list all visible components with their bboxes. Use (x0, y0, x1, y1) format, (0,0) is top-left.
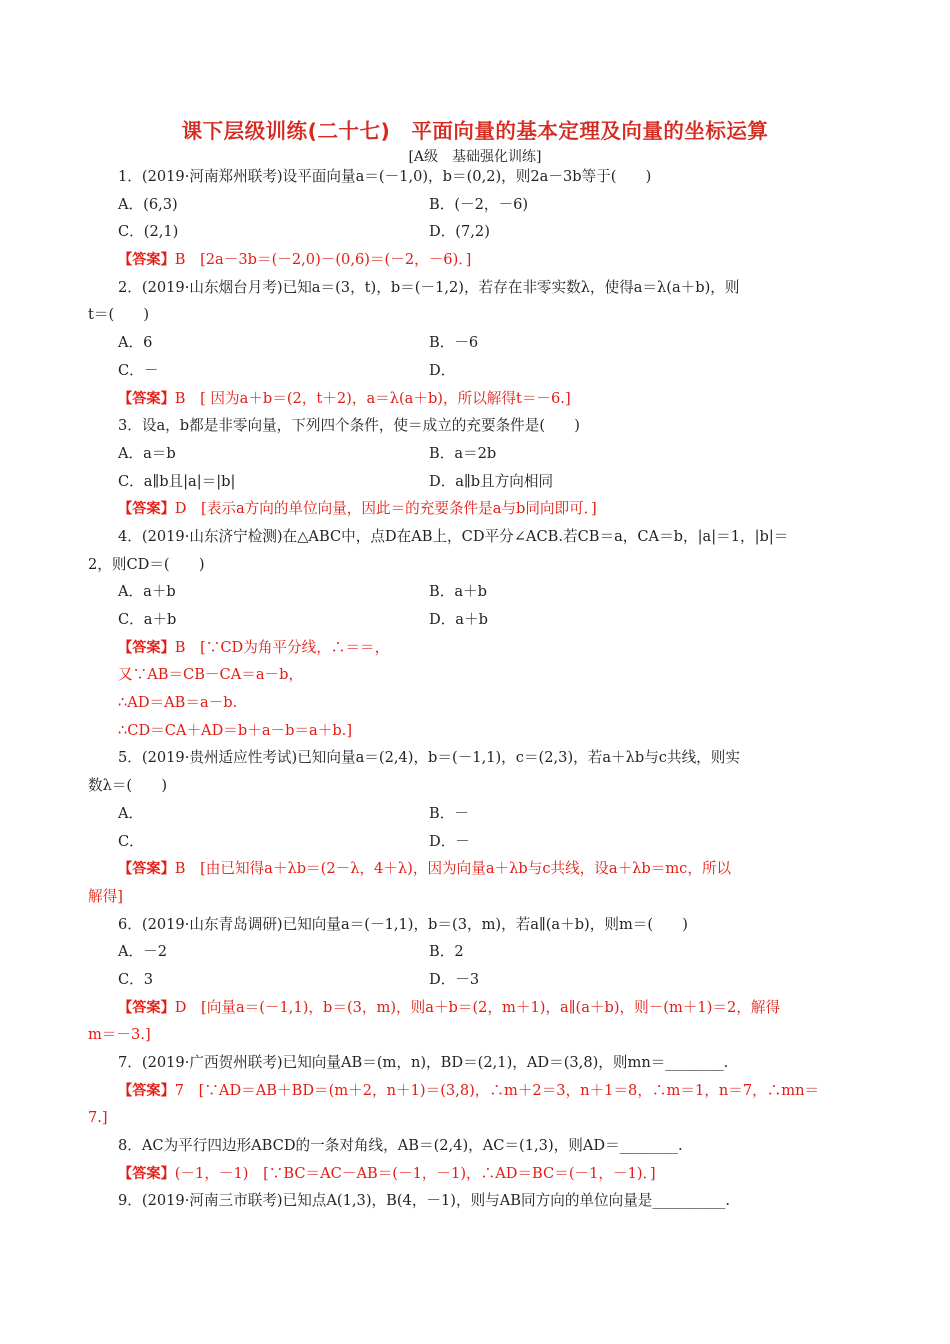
option-left: C．a＋b (118, 611, 177, 628)
answer-continuation: m＝－3.] (88, 1026, 151, 1044)
answer-text: D [向量a＝(－1,1)，b＝(3，m)，则a＋b＝(2，m＋1)，a∥(a＋b)，则－(m＋1)＝2，解得 (174, 998, 781, 1016)
answer-line (88, 385, 864, 413)
question-line: 1．(2019·河南郑州联考)设平面向量a＝(－1,0)，b＝(0,2)，则2a－3b等于( ) (118, 168, 652, 185)
option-left: A．(6,3) (118, 195, 178, 213)
answer-line (88, 1077, 864, 1105)
options-row (88, 218, 864, 246)
options-row (88, 966, 864, 994)
option-right: D．a＋b (429, 611, 488, 628)
question-continuation: 2，则CD＝( ) (88, 555, 205, 573)
answer-text: B [2a－3b＝(－2,0)－(0,6)＝(－2，－6)．] (174, 251, 472, 269)
option-left: C．(2,1) (118, 223, 179, 241)
options-row (88, 828, 864, 856)
question-line: 7．(2019·广西贺州联考)已知向量AB＝(m，n)，BD＝(2,1)，AD＝(3,8)，则mn＝________. (118, 1054, 729, 1071)
answer-continuation: ∴AD＝AB＝a－b. (118, 694, 238, 712)
answer-line (88, 495, 864, 523)
answer-continuation: 解得] (88, 887, 123, 905)
option-left: A．a＝b (118, 444, 176, 462)
question-line: 6．(2019·山东青岛调研)已知向量a＝(－1,1)，b＝(3，m)，若a∥(a＋b)，则m＝( ) (118, 915, 688, 933)
exercise-list (88, 163, 864, 1215)
option-right: B．a＋b (429, 583, 487, 601)
option-left: C．－ (118, 361, 159, 379)
options-row (88, 468, 864, 496)
options-row (88, 440, 864, 468)
option-left: A．－2 (118, 943, 168, 961)
question-continuation: t＝( ) (88, 306, 150, 324)
option-right: B．－ (429, 804, 469, 822)
option-right: D．－ (429, 832, 470, 850)
question-line: 4．(2019·山东济宁检测)在△ABC中，点D在AB上，CD平分∠ACB.若CB＝a，CA＝b，|a|＝1，|b|＝ (118, 527, 789, 545)
options-row (88, 606, 864, 634)
answer-tag: 【答案】 (118, 1165, 175, 1182)
answer-continuation: ∴CD＝CA＋AD＝b＋a－b＝a＋b.] (118, 721, 353, 739)
answer-line (88, 634, 864, 662)
options-row (88, 578, 864, 606)
options-row (88, 357, 864, 385)
option-left: A．6 (118, 334, 153, 352)
option-right: D．－3 (429, 970, 480, 988)
question-line: 8．AC为平行四边形ABCD的一条对角线，AB＝(2,4)，AC＝(1,3)，则AD＝________. (118, 1137, 683, 1155)
answer-tag: 【答案】 (118, 501, 175, 518)
options-row (88, 191, 864, 219)
answer-text: (－1，－1) [∵BC＝AC－AB＝(－1，－1)，∴AD＝BC＝(－1，－1)．] (174, 1164, 656, 1182)
page-title: 课下层级训练(二十七) 平面向量的基本定理及向量的坐标运算 (181, 119, 769, 143)
answer-text: D [表示a方向的单位向量，因此＝的充要条件是a与b同向即可．] (174, 500, 597, 518)
answer-text: B [ 因为a＋b＝(2，t＋2)，a＝λ(a＋b)，所以解得t＝－6.] (174, 389, 571, 407)
option-right: B．a＝2b (429, 444, 497, 462)
answer-continuation: 7.] (88, 1109, 108, 1127)
answer-tag: 【答案】 (118, 861, 175, 878)
option-right: D．a∥b且方向相同 (429, 472, 554, 490)
answer-text: B [∵CD为角平分线，∴＝＝， (174, 638, 390, 656)
option-left: A． (118, 804, 144, 822)
question-line: 9．(2019·河南三市联考)已知点A(1,3)，B(4，－1)，则与AB同方向的单位向量是__________. (118, 1192, 730, 1210)
question-line: 5．(2019·贵州适应性考试)已知向量a＝(2,4)，b＝(－1,1)，c＝(2,3)，若a＋λb与c共线，则实 (118, 749, 740, 767)
answer-tag: 【答案】 (118, 1082, 175, 1099)
question-line: 2．(2019·山东烟台月考)已知a＝(3，t)，b＝(－1,2)，若存在非零实数λ，使得a＝λ(a＋b)，则 (118, 278, 740, 296)
answer-text: 7 [∵AD＝AB＋BD＝(m＋2，n＋1)＝(3,8)，∴m＋2＝3，n＋1＝8，∴m＝1，n＝7，∴mn＝ (174, 1081, 820, 1099)
answer-text: B [由已知得a＋λb＝(2－λ，4＋λ)，因为向量a＋λb与c共线，设a＋λb＝mc，所以 (174, 860, 732, 878)
answer-line (88, 1160, 864, 1188)
options-row (88, 800, 864, 828)
answer-line (88, 246, 864, 274)
option-right: D．(7,2) (429, 223, 490, 241)
answer-tag: 【答案】 (118, 639, 175, 656)
section-heading: [A级 基础强化训练] (408, 149, 542, 165)
answer-tag: 【答案】 (118, 252, 175, 269)
option-left: A．a＋b (118, 583, 176, 601)
option-left: C．a∥b且|a|＝|b| (118, 472, 236, 490)
answer-line (88, 994, 864, 1022)
option-right: B．(－2，－6) (429, 195, 529, 213)
option-right: B．－6 (429, 334, 479, 352)
answer-tag: 【答案】 (118, 390, 175, 407)
question-line: 3．设a，b都是非零向量，下列四个条件，使＝成立的充要条件是( ) (118, 417, 580, 435)
option-right: B．2 (429, 943, 464, 961)
question-continuation: 数λ＝( ) (88, 777, 168, 795)
answer-line (88, 855, 864, 883)
options-row (88, 329, 864, 357)
option-left: C． (118, 832, 144, 850)
option-left: C．3 (118, 970, 154, 988)
answer-tag: 【答案】 (118, 999, 175, 1016)
option-right: D． (429, 361, 456, 379)
options-row (88, 938, 864, 966)
answer-continuation: 又∵AB＝CB－CA＝a－b， (118, 666, 304, 684)
